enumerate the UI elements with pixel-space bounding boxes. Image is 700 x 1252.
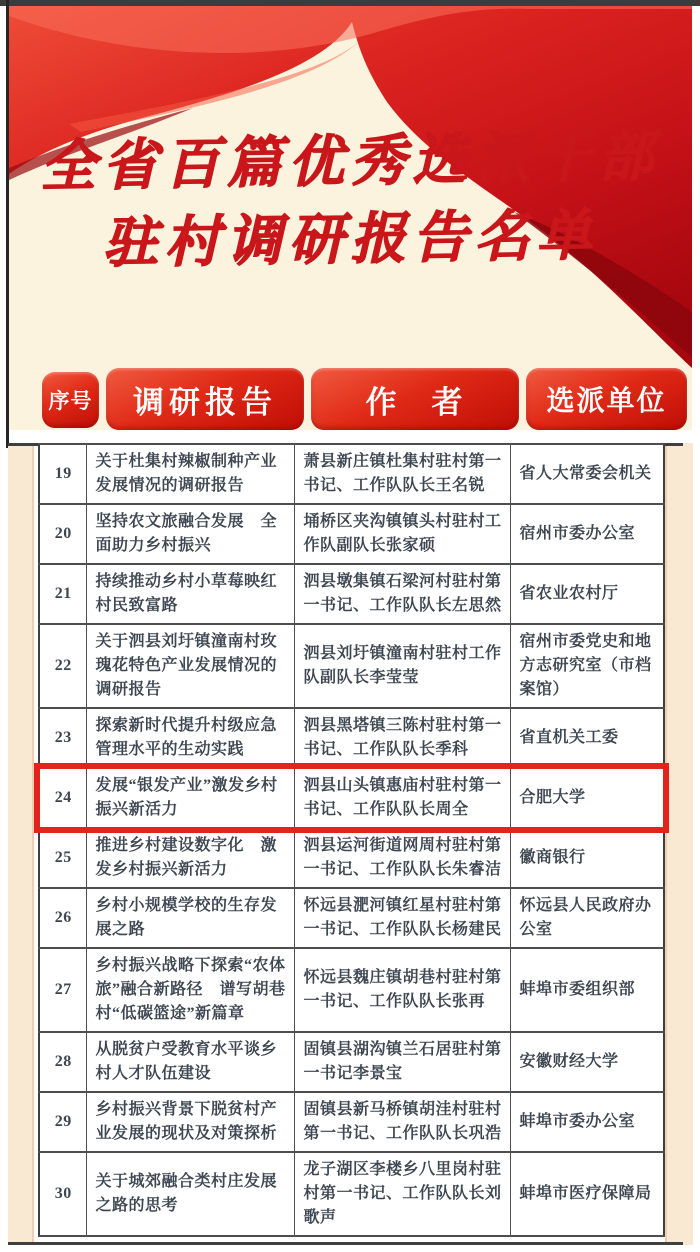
cell-seq: 24	[39, 768, 86, 828]
cell-unit: 省农业农村厅	[510, 564, 664, 624]
table-row	[39, 948, 664, 1032]
table-row	[39, 888, 664, 948]
cell-report-title: 持续推动乡村小草莓映红村民致富路	[86, 564, 294, 624]
cell-unit: 宿州市委党史和地方志研究室（市档案馆）	[510, 624, 664, 708]
cell-unit: 省人大常委会机关	[510, 444, 664, 504]
column-header-author: 作 者	[311, 368, 519, 430]
cell-report-title: 从脱贫户受教育水平谈乡村人才队伍建设	[86, 1032, 294, 1092]
cell-unit: 怀远县人民政府办公室	[510, 888, 664, 948]
cell-author: 埇桥区夹沟镇镇头村驻村工作队副队长张家硕	[294, 504, 510, 564]
banner-title-line1: 全省百篇优秀选派干部	[39, 122, 662, 199]
banner-section	[9, 6, 692, 430]
cell-seq: 21	[39, 564, 86, 624]
cell-seq: 22	[39, 624, 86, 708]
cell-author: 泗县山头镇惠庙村驻村第一书记、工作队队长周全	[294, 768, 510, 828]
column-header-report: 调研报告	[106, 368, 304, 430]
column-header-seq: 序号	[42, 372, 99, 428]
cell-seq: 29	[39, 1092, 86, 1152]
cell-report-title: 关于杜集村辣椒制种产业发展情况的调研报告	[86, 444, 294, 504]
table-row	[39, 1152, 664, 1236]
cell-report-title: 关于城郊融合类村庄发展之路的思考	[86, 1152, 294, 1236]
cell-unit: 蚌埠市委办公室	[510, 1092, 664, 1152]
table-row	[39, 504, 664, 564]
cell-author: 固镇县新马桥镇胡洼村驻村第一书记、工作队队长巩浩	[294, 1092, 510, 1152]
report-table	[38, 443, 665, 1237]
cell-report-title: 乡村振兴背景下脱贫村产业发展的现状及对策探析	[86, 1092, 294, 1152]
table-row	[39, 564, 664, 624]
cell-report-title: 探索新时代提升村级应急管理水平的生动实践	[86, 708, 294, 768]
cell-author: 泗县墩集镇石梁河村驻村第一书记、工作队队长左思然	[294, 564, 510, 624]
cell-seq: 27	[39, 948, 86, 1032]
table-row	[39, 1092, 664, 1152]
cell-unit: 安徽财经大学	[510, 1032, 664, 1092]
cell-report-title: 坚持农文旅融合发展 全面助力乡村振兴	[86, 504, 294, 564]
cell-author: 泗县运河街道网周村驻村第一书记、工作队队长朱睿洁	[294, 828, 510, 888]
left-edge-strip	[8, 443, 34, 1245]
cell-seq: 30	[39, 1152, 86, 1236]
cell-unit: 合肥大学	[510, 768, 664, 828]
banner-title-line2: 驻村调研报告名单	[101, 201, 600, 276]
cell-unit: 蚌埠市医疗保障局	[510, 1152, 664, 1236]
cell-seq: 28	[39, 1032, 86, 1092]
table-row	[39, 828, 664, 888]
column-header-unit: 选派单位	[526, 368, 687, 430]
table-row	[39, 624, 664, 708]
cell-unit: 省直机关工委	[510, 708, 664, 768]
table-row	[39, 708, 664, 768]
table-bottom-rule	[8, 1242, 683, 1245]
cell-unit: 宿州市委办公室	[510, 504, 664, 564]
report-table-body	[39, 444, 664, 1236]
cell-report-title: 发展“银发产业”激发乡村振兴新活力	[86, 768, 294, 828]
cell-report-title: 乡村小规模学校的生存发展之路	[86, 888, 294, 948]
cell-author: 固镇县湖沟镇兰石居驻村第一书记李景宝	[294, 1032, 510, 1092]
right-edge-strip	[665, 443, 693, 1245]
cell-report-title: 推进乡村建设数字化 激发乡村振兴新活力	[86, 828, 294, 888]
cell-author: 萧县新庄镇杜集村驻村第一书记、工作队队长王名锐	[294, 444, 510, 504]
cell-author: 泗县黑塔镇三陈村驻村第一书记、工作队队长季科	[294, 708, 510, 768]
table-row	[39, 1032, 664, 1092]
cell-seq: 23	[39, 708, 86, 768]
table-row	[39, 768, 664, 828]
table-row	[39, 444, 664, 504]
cell-seq: 20	[39, 504, 86, 564]
cell-unit: 蚌埠市委组织部	[510, 948, 664, 1032]
cell-seq: 25	[39, 828, 86, 888]
cell-author: 泗县刘圩镇潼南村驻村工作队副队长李莹莹	[294, 624, 510, 708]
banner-title	[9, 122, 692, 278]
cell-report-title: 乡村振兴战略下探索“农体旅”融合新路径 谱写胡巷村“低碳篮途”新篇章	[86, 948, 294, 1032]
cell-author: 怀远县淝河镇红星村驻村第一书记、工作队队长杨建民	[294, 888, 510, 948]
cell-unit: 徽商银行	[510, 828, 664, 888]
cell-seq: 19	[39, 444, 86, 504]
cell-author: 怀远县魏庄镇胡巷村驻村第一书记、工作队队长张再	[294, 948, 510, 1032]
report-table-wrap	[38, 443, 663, 1237]
cell-author: 龙子湖区李楼乡八里岗村驻村第一书记、工作队队长刘歌声	[294, 1152, 510, 1236]
cell-seq: 26	[39, 888, 86, 948]
cell-report-title: 关于泗县刘圩镇潼南村玫瑰花特色产业发展情况的调研报告	[86, 624, 294, 708]
